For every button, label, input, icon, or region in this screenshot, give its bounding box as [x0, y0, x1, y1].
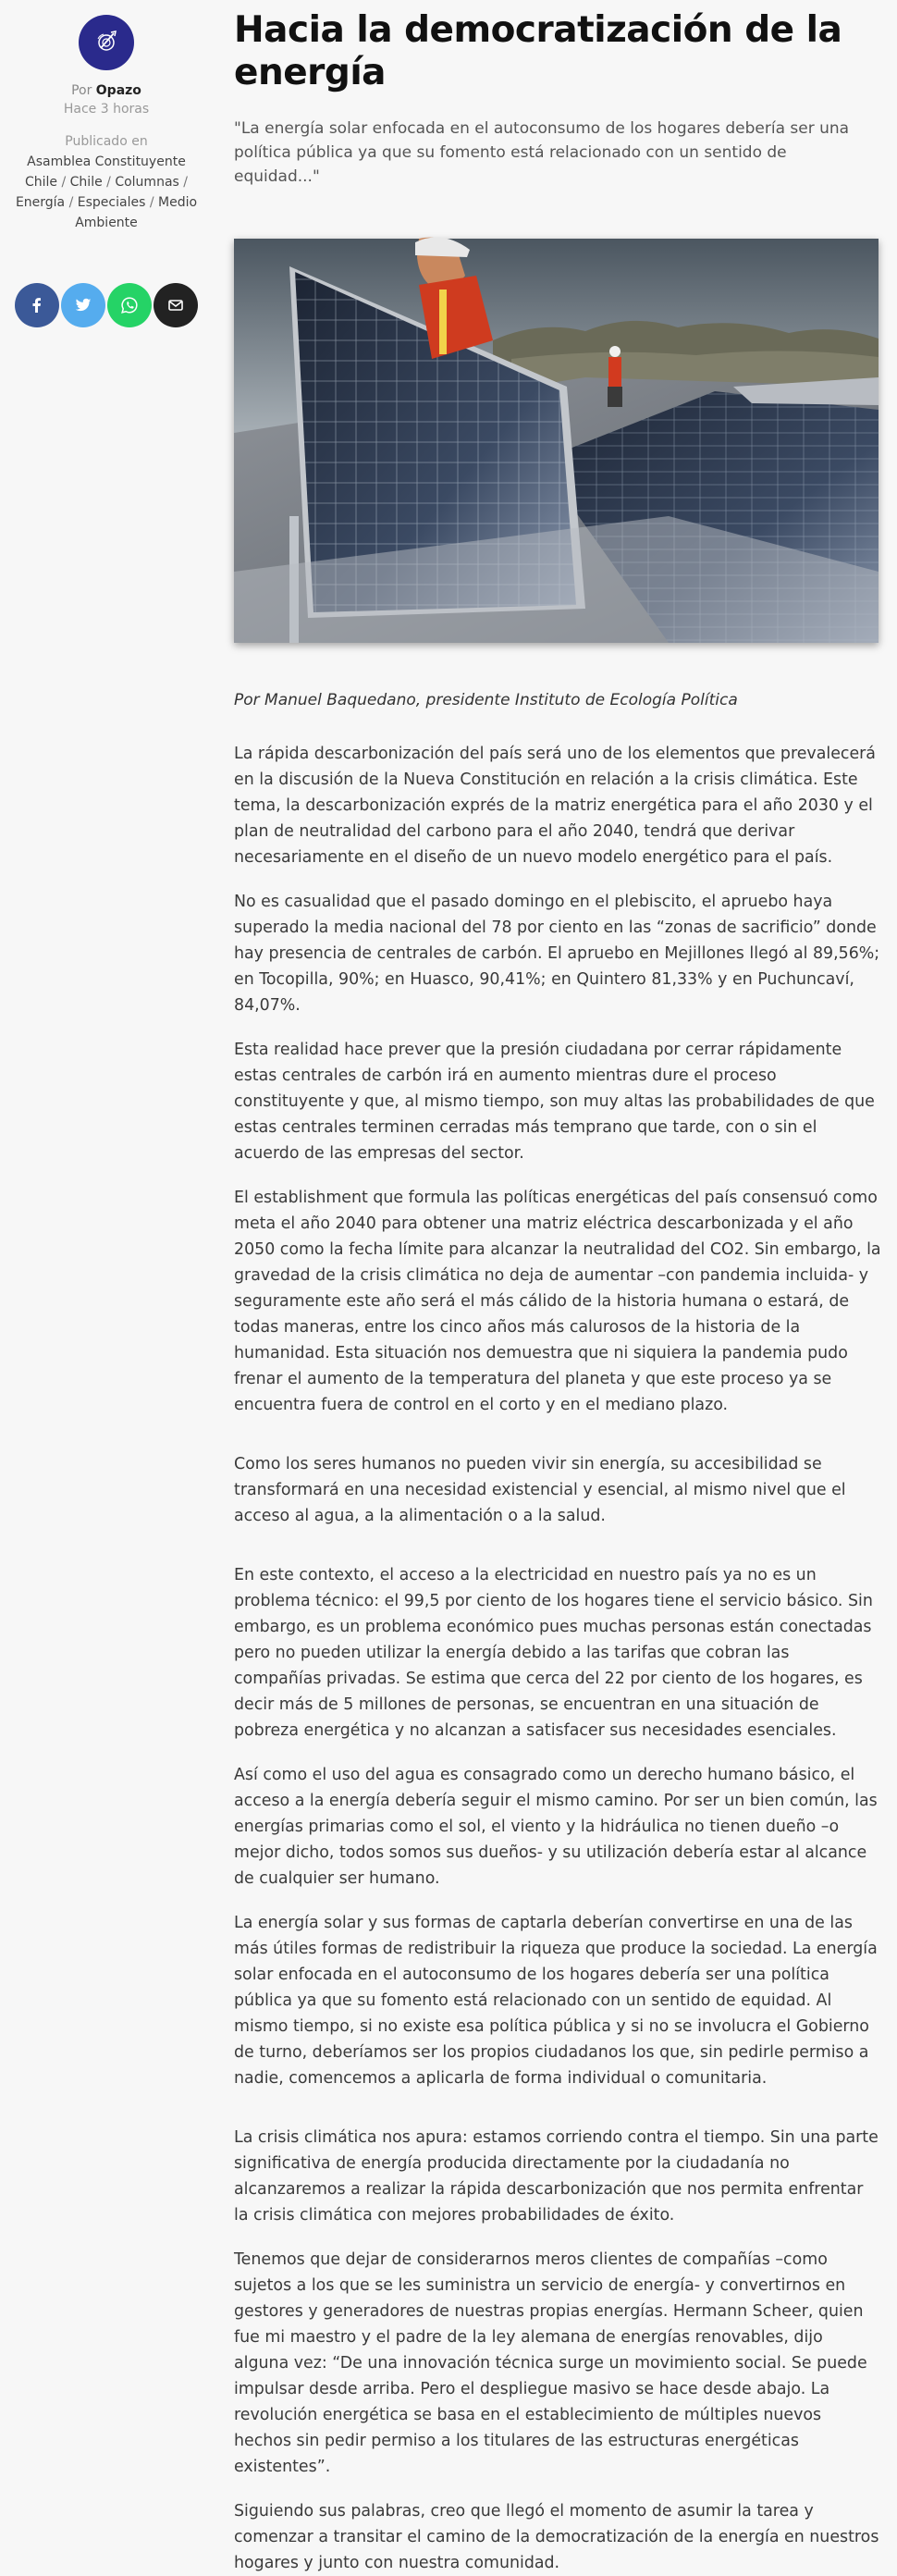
time-ago: Hace 3 horas	[63, 102, 150, 117]
category-link[interactable]: Asamblea Constituyente Chile	[24, 154, 186, 190]
hero-image	[234, 239, 879, 643]
article-body	[234, 741, 881, 2576]
article-paragraph: La crisis climática nos apura: estamos corriendo contra el tiempo. Sin una parte significativa de energía producida directamente por la ciudadanía no alcanzaremos a realizar la rápida descarbonización que nos permita enfrentar la crisis climática con mejores probabilidades de éxito.	[234, 2128, 879, 2225]
article-paragraph: La rápida descarbonización del país será uno de los elementos que prevalecerá en la discusión de la Nueva Constitución en relación a la crisis climática. Este tema, la descarbonización exprés de la matriz energética para el año 2030 y el plan de neutralidad del carbono para el año 2040, tendrá que derivar necesariamente en el diseño de un nuevo modelo energético para el país.	[234, 745, 876, 867]
article-paragraph: Como los seres humanos no pueden vivir sin energía, su accesibilidad se transformará en una necesidad existencial y esencial, al mismo nivel que el acceso al agua, a la alimentación o a la salud.	[234, 1455, 846, 1525]
category-link[interactable]: Medio Ambiente	[75, 195, 198, 230]
article-paragraph: Siguiendo sus palabras, creo que llegó el momento de asumir la tarea y comenzar a transitar el camino de la democratización de la energía en nuestros hogares y junto con nuestra comunidad.	[234, 2502, 879, 2572]
category-link[interactable]: Columnas	[115, 175, 179, 190]
category-list: Asamblea Constituyente Chile / Chile / Columnas / Energía / Especiales / Medio Ambiente	[15, 154, 198, 230]
author-avatar[interactable]	[79, 15, 134, 70]
facebook-icon	[29, 297, 45, 314]
article-paragraph: Tenemos que dejar de considerarnos meros clientes de compañías –como sujetos a los que se les suministra un servicio de energía- y convertirnos en gestores y generadores de nuestras propias energías. Hermann Scheer, quien fue mi maestro y el padre de la ley alemana de energías renovables, dijo alguna vez: “De una innovación técnica surge un movimiento social. Se puede impulsar desde arriba. Pero el despliegue masivo se hace desde abajo. La revolución energética se basa en el establecimiento de múltiples nuevos hechos sin pedir permiso a los titulares de las estructuras energéticas existentes”.	[234, 2250, 867, 2476]
twitter-icon	[75, 297, 92, 314]
solar-panel-workers-photo	[234, 239, 879, 643]
article-paragraph: El establishment que formula las políticas energéticas del país consensuó como meta el año 2040 para obtener una matriz eléctrica descarbonizada y el año 2050 como la fecha límite para alcanzar la neutralidad del CO2. Sin embargo, la gravedad de la crisis climática no deja de aumentar –con pandemia incluida- y seguramente este año será el más cálido de la historia humana o estará, de todas maneras, entre los cinco años más calurosos de la historia de la humanidad. Esta situación nos demuestra que ni siquiera la pandemia pudo frenar el aumento de la temperatura del planeta y que este proceso ya se encuentra fuera de control en el corto y en el mediano plazo.	[234, 1189, 881, 1414]
article-paragraph: En este contexto, el acceso a la electricidad en nuestro país ya no es un problema técnico: el 99,5 por ciento de los hogares tiene el servicio básico. Sin embargo, es un problema económico pues muchas personas están conectadas pero no pueden utilizar la energía debido a las tarifas que cobran las compañías privadas. Se estima que cerca del 22 por ciento de los hogares, es decir más de 5 millones de personas, se encuentran en una situación de pobreza energética y no alcanzan a satisfacer sus necesidades esenciales.	[234, 1566, 873, 1740]
share-buttons	[0, 283, 213, 327]
article-title: Hacia la democratización de la energía	[234, 9, 842, 93]
author-name-link[interactable]: Opazo	[95, 83, 141, 98]
whatsapp-share-button[interactable]	[107, 283, 152, 327]
article-paragraph: Así como el uso del agua es consagrado como un derecho humano básico, el acceso a la energía debería seguir el mismo camino. Por ser un bien común, las energías primarias como el sol, el viento y la hidráulica no tienen dueño –o mejor dicho, todos somos sus dueños- y su utilización debería estar al alcance de cualquier ser humano.	[234, 1766, 878, 1888]
avatar-logo-icon	[88, 24, 125, 61]
category-link[interactable]: Especiales	[77, 195, 146, 210]
author-prefix: Por	[71, 83, 92, 98]
whatsapp-icon	[120, 296, 139, 314]
published-label: Publicado en	[65, 134, 148, 149]
author-line	[0, 81, 213, 100]
facebook-share-button[interactable]	[15, 283, 59, 327]
category-link[interactable]: Chile	[69, 175, 103, 190]
article-byline: Por Manuel Baquedano, presidente Instituto de Ecología Política	[234, 691, 738, 709]
envelope-icon	[167, 297, 184, 314]
article-paragraph: Esta realidad hace prever que la presión ciudadana por cerrar rápidamente estas centrales de carbón irá en aumento mientras dure el proceso constituyente y que, al mismo tiempo, son muy altas las probabilidades de que estas centrales terminen cerradas más temprano que tarde, con o sin el acuerdo de las empresas del sector.	[234, 1041, 875, 1163]
article-paragraph: La energía solar y sus formas de captarla deberían convertirse en una de las más útiles formas de redistribuir la riqueza que produce la sociedad. La energía solar enfocada en el autoconsumo de los hogares debería ser una política pública ya que su fomento está relacionado con un sentido de equidad. Al mismo tiempo, si no existe esa política pública y si no se involucra el Gobierno de turno, deberíamos ser los propios ciudadanos los que, sin pedirle permiso a nadie, comencemos a aplicarla de forma individual o comunitaria.	[234, 1914, 878, 2088]
article-lead: "La energía solar enfocada en el autoconsumo de los hogares debería ser una política pública ya que su fomento está relacionado con un sentido de equidad..."	[234, 119, 850, 186]
email-share-button[interactable]	[154, 283, 198, 327]
category-link[interactable]: Energía	[15, 195, 66, 210]
article-paragraph: No es casualidad que el pasado domingo en el plebiscito, el apruebo haya superado la media nacional del 78 por ciento en las “zonas de sacrificio” donde hay presencia de centrales de carbón. El apruebo en Mejillones llegó al 89,56%; en Tocopilla, 90%; en Huasco, 90,41%; en Quintero 81,33% y en Puchuncaví, 84,07%.	[234, 893, 880, 1015]
twitter-share-button[interactable]	[61, 283, 105, 327]
author-sidebar	[0, 0, 213, 327]
article	[234, 0, 881, 2576]
